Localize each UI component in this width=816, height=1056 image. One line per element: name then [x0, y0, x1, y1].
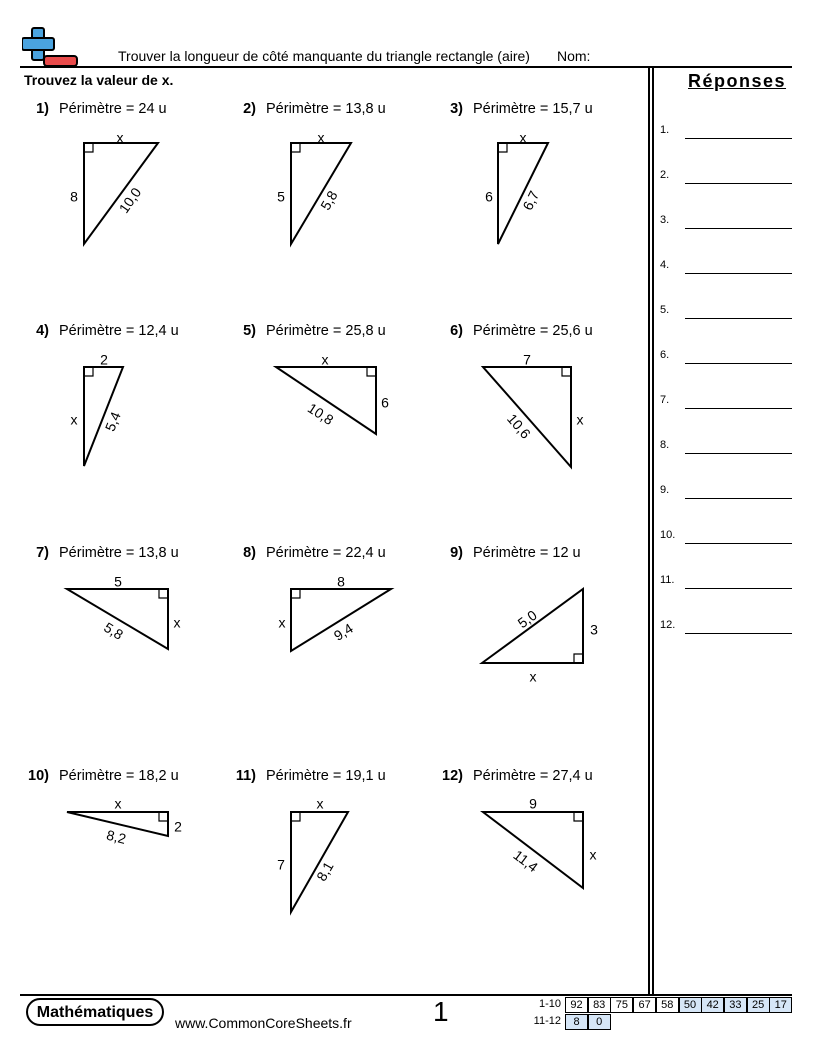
problem-perimeter: Périmètre = 22,4 u — [266, 545, 386, 561]
answer-blank[interactable] — [685, 228, 792, 229]
answer-blank[interactable] — [685, 183, 792, 184]
problem-8 — [231, 545, 436, 767]
problem-4 — [24, 323, 229, 545]
answer-number: 12. — [660, 619, 676, 631]
side-label: x — [589, 846, 597, 863]
score-cell: 92 — [565, 997, 588, 1013]
side-label: 7 — [277, 856, 285, 873]
score-cell: 67 — [633, 997, 656, 1013]
problem-perimeter: Périmètre = 13,8 u — [266, 101, 386, 117]
answer-row-2 — [660, 169, 795, 189]
answer-row-8 — [660, 439, 795, 459]
triangle — [498, 143, 548, 244]
side-label: 2 — [174, 818, 182, 835]
answer-row-5 — [660, 304, 795, 324]
side-label: x — [519, 129, 527, 146]
side-label: x — [114, 795, 122, 812]
answer-row-6 — [660, 349, 795, 369]
problem-number: 3) — [450, 101, 463, 117]
side-label: 6,7 — [519, 188, 543, 213]
score-cell: 0 — [588, 1014, 611, 1030]
side-label: x — [529, 668, 537, 685]
side-label: x — [321, 351, 329, 368]
problem-10 — [24, 768, 229, 990]
answer-row-3 — [660, 214, 795, 234]
right-angle-mark — [291, 589, 300, 598]
score-row-label: 11-12 — [533, 1015, 561, 1027]
answer-number: 8. — [660, 439, 670, 451]
problem-9 — [438, 545, 643, 767]
side-label: x — [116, 129, 124, 146]
triangle — [84, 143, 158, 244]
triangle-figure — [438, 101, 643, 323]
side-label: 5 — [277, 188, 285, 205]
logo-icon — [22, 26, 80, 68]
problem-number: 7) — [36, 545, 49, 561]
score-cell: 75 — [610, 997, 633, 1013]
answer-blank[interactable] — [685, 453, 792, 454]
answer-number: 5. — [660, 304, 670, 316]
triangle — [291, 143, 351, 244]
right-angle-mark — [159, 589, 168, 598]
side-label: x — [316, 795, 324, 812]
triangle-figure — [231, 545, 436, 767]
problem-3 — [438, 101, 643, 323]
answer-number: 11. — [660, 574, 675, 586]
problem-number: 12) — [442, 768, 463, 784]
side-label: 9,4 — [330, 619, 356, 644]
score-cell: 33 — [724, 997, 747, 1013]
right-angle-mark — [574, 812, 583, 821]
answer-row-11 — [660, 574, 795, 594]
problem-perimeter: Périmètre = 12,4 u — [59, 323, 179, 339]
subject-badge: Mathématiques — [26, 998, 164, 1026]
answer-blank[interactable] — [685, 588, 792, 589]
name-label: Nom: — [557, 48, 591, 64]
score-row-label: 1-10 — [538, 998, 561, 1010]
side-label: 8 — [70, 188, 78, 205]
side-label: 3 — [590, 621, 598, 638]
right-angle-mark — [562, 367, 571, 376]
answer-blank[interactable] — [685, 318, 792, 319]
problem-number: 6) — [450, 323, 463, 339]
answer-blank[interactable] — [685, 633, 792, 634]
answer-row-9 — [660, 484, 795, 504]
triangle-figure — [231, 768, 436, 990]
problem-number: 8) — [243, 545, 256, 561]
triangle-figure — [24, 323, 229, 545]
score-cell: 50 — [679, 997, 702, 1013]
instructions: Trouvez la valeur de x. — [24, 72, 174, 88]
triangle — [291, 812, 348, 912]
side-label: 10,8 — [304, 399, 337, 429]
score-cell: 58 — [656, 997, 679, 1013]
problem-2 — [231, 101, 436, 323]
right-angle-mark — [291, 143, 300, 152]
side-label: 6 — [485, 188, 493, 205]
side-label: 8 — [337, 573, 345, 590]
problem-number: 9) — [450, 545, 463, 561]
problem-perimeter: Périmètre = 25,6 u — [473, 323, 593, 339]
footer-rule — [20, 994, 792, 996]
answer-number: 9. — [660, 484, 670, 496]
side-label: 2 — [100, 351, 108, 368]
right-angle-mark — [84, 367, 93, 376]
answer-number: 7. — [660, 394, 670, 406]
side-label: 5,0 — [514, 606, 540, 632]
answer-number: 2. — [660, 169, 670, 181]
side-label: 9 — [529, 795, 537, 812]
score-cell: 25 — [747, 997, 770, 1013]
column-divider-right — [652, 66, 654, 996]
triangle-figure — [24, 545, 229, 767]
side-label: 10,0 — [115, 184, 145, 217]
score-cell: 17 — [769, 997, 792, 1013]
answer-row-10 — [660, 529, 795, 549]
problem-12 — [438, 768, 643, 990]
side-label: x — [173, 614, 181, 631]
score-cell: 8 — [565, 1014, 588, 1030]
problem-number: 5) — [243, 323, 256, 339]
side-label: x — [576, 411, 584, 428]
triangle — [483, 812, 583, 888]
score-cell: 83 — [588, 997, 611, 1013]
side-label: x — [317, 129, 325, 146]
side-label: 5,8 — [101, 618, 127, 643]
side-label: 10,6 — [504, 410, 534, 442]
triangle-figure — [24, 101, 229, 323]
page-number: 1 — [433, 996, 449, 1027]
answers-title: Réponses — [688, 71, 787, 91]
triangle-figure — [24, 768, 229, 990]
problem-5 — [231, 323, 436, 545]
problem-number: 4) — [36, 323, 49, 339]
triangle-figure — [438, 323, 643, 545]
right-angle-mark — [84, 143, 93, 152]
answer-blank[interactable] — [685, 363, 792, 364]
answer-blank[interactable] — [685, 273, 792, 274]
problem-11 — [231, 768, 436, 990]
right-angle-mark — [574, 654, 583, 663]
triangle-figure — [438, 768, 643, 990]
triangle-figure — [438, 545, 643, 767]
problem-number: 10) — [28, 768, 49, 784]
worksheet-title: Trouver la longueur de côté manquante du triangle rectangle (aire) — [118, 48, 530, 64]
side-label: 5 — [114, 573, 122, 590]
problem-perimeter: Périmètre = 15,7 u — [473, 101, 593, 117]
side-label: 5,4 — [101, 409, 124, 434]
answer-blank[interactable] — [685, 408, 792, 409]
answer-number: 4. — [660, 259, 670, 271]
triangle-figure — [231, 101, 436, 323]
problem-perimeter: Périmètre = 18,2 u — [59, 768, 179, 784]
problem-number: 1) — [36, 101, 49, 117]
answer-row-7 — [660, 394, 795, 414]
problem-number: 11) — [235, 768, 256, 784]
problem-perimeter: Périmètre = 25,8 u — [266, 323, 386, 339]
problem-perimeter: Périmètre = 19,1 u — [266, 768, 386, 784]
answer-number: 6. — [660, 349, 670, 361]
right-angle-mark — [367, 367, 376, 376]
triangle — [483, 367, 571, 467]
right-angle-mark — [159, 812, 168, 821]
problem-number: 2) — [243, 101, 256, 117]
score-cell: 42 — [701, 997, 724, 1013]
problem-perimeter: Périmètre = 13,8 u — [59, 545, 179, 561]
problem-perimeter: Périmètre = 24 u — [59, 101, 167, 117]
column-divider-left — [648, 66, 650, 996]
side-label: 7 — [523, 351, 531, 368]
side-label: 8,2 — [104, 826, 128, 847]
triangle — [482, 589, 583, 663]
answer-blank[interactable] — [685, 543, 792, 544]
answer-number: 1. — [660, 124, 670, 136]
right-angle-mark — [291, 812, 300, 821]
answer-row-1 — [660, 124, 795, 144]
site-url: www.CommonCoreSheets.fr — [175, 1015, 352, 1031]
problem-perimeter: Périmètre = 27,4 u — [473, 768, 593, 784]
right-angle-mark — [498, 143, 507, 152]
problem-6 — [438, 323, 643, 545]
answer-number: 10. — [660, 529, 676, 541]
answer-row-12 — [660, 619, 795, 639]
side-label: x — [70, 411, 78, 428]
side-label: 5,8 — [317, 187, 341, 213]
answer-blank[interactable] — [685, 138, 792, 139]
side-label: 6 — [381, 394, 389, 411]
problem-1 — [24, 101, 229, 323]
answer-row-4 — [660, 259, 795, 279]
side-label: 8,1 — [313, 858, 337, 884]
triangle-figure — [231, 323, 436, 545]
problem-perimeter: Périmètre = 12 u — [473, 545, 581, 561]
problem-7 — [24, 545, 229, 767]
answer-number: 3. — [660, 214, 670, 226]
header-rule — [20, 66, 792, 68]
side-label: 11,4 — [510, 846, 542, 876]
side-label: x — [278, 614, 286, 631]
answer-blank[interactable] — [685, 498, 792, 499]
